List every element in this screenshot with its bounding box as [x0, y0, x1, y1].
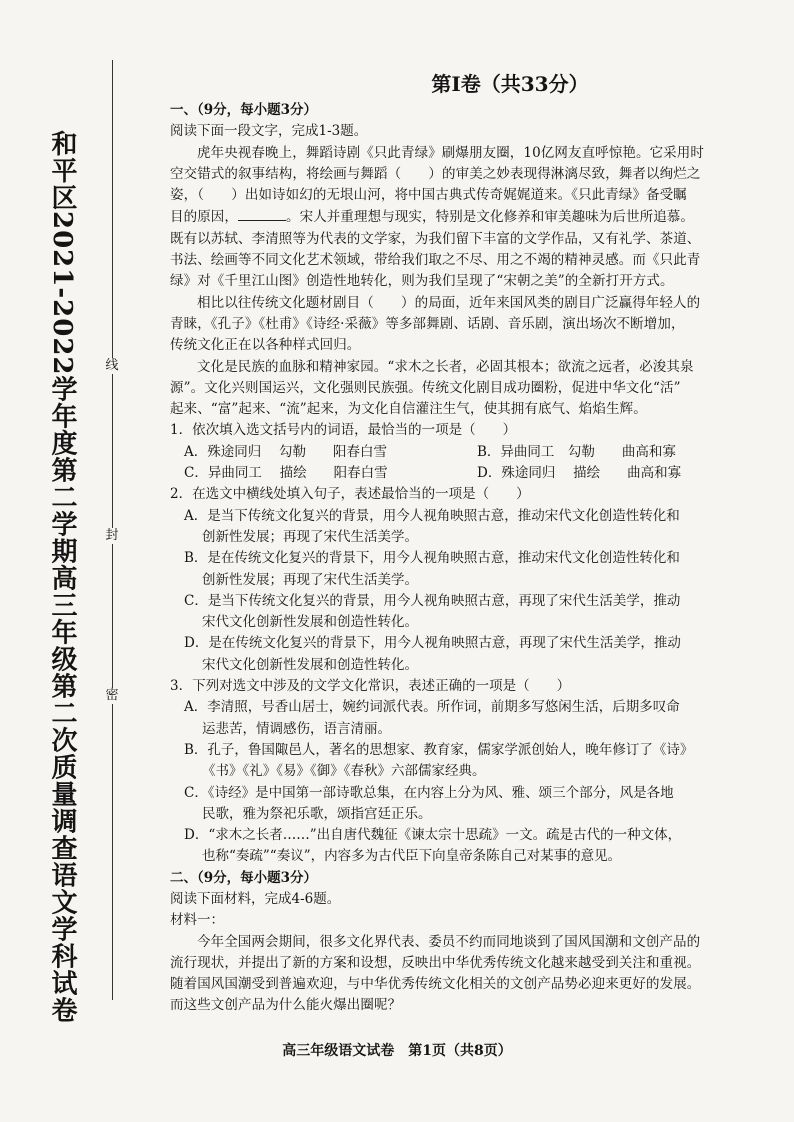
page-content [170, 70, 770, 1017]
question-1-option-c: C．异曲同工 描绘 阳春白雪 [184, 465, 388, 482]
question-3-option-d: D．“求木之长者……”出自唐代魏征《谏太宗十思疏》一文。疏是古代的一种文体， [184, 827, 682, 844]
section-2-instruction: 阅读下面材料，完成4-6题。 [170, 890, 341, 907]
question-3-option-b-cont: 《书》《礼》《易》《御》《春秋》六部儒家经典。 [202, 763, 486, 780]
question-3-stem: 3．下列对选文中涉及的文学文化常识，表述正确的一项是（ ） [170, 678, 571, 695]
material-label: 材料一： [170, 912, 224, 929]
cut-mark-seal: 封 [105, 528, 119, 543]
question-2-option-d-cont: 宋代文化创新性发展和创造性转化。 [202, 656, 418, 673]
passage-line: 书法、绘画等不同文化艺术领域，带给我们取之不尽、用之不竭的精神灵感。而《只此青 [170, 252, 701, 269]
material-line: 随着国风国潮受到普遍欢迎，与中华优秀传统文化相关的文创产品势必迎来更好的发展。 [170, 976, 701, 993]
question-2-stem: 2．在选文中横线处填入句子，表述最恰当的一项是（ ） [170, 486, 530, 503]
passage-line: 绿》对《千里江山图》创造性地转化，则为我们呈现了“宋朝之美”的全新打开方式。 [170, 273, 674, 290]
passage-line: 虎年央视春晚上，舞蹈诗剧《只此青绿》刷爆朋友圈，10亿网友直呼惊艳。它采用时 [197, 144, 704, 161]
material-passage [170, 932, 770, 1017]
question-2-option-a: A．是当下传统文化复兴的背景，用今人视角映照古意，推动宋代文化创造性转化和 [184, 507, 680, 524]
passage-line: 既有以苏轼、李清照等为代表的文学家，为我们留下丰富的文学作品，又有礼学、茶道、 [170, 230, 701, 247]
binding-margin [42, 60, 120, 1024]
question-2-option-a-cont: 创新性发展；再现了宋代生活美学。 [202, 528, 418, 545]
passage-line: 源”。文化兴则国运兴，文化强则民族强。传统文化剧目成功圈粉，促进中华文化“活” [170, 379, 681, 396]
passage-line: 目的原因， [170, 209, 238, 226]
question-1-options-row [170, 463, 770, 484]
question-2-option-c: C．是当下传统文化复兴的背景，用今人视角映照古意，再现了宋代生活美学，推动 [184, 592, 681, 609]
passage-line: 空交错式的叙事结构，将绘画与舞蹈（ ）的审美之妙表现得淋漓尽致，舞者以绚烂之 [170, 165, 701, 182]
question-3-option-a: A．李清照，号香山居士，婉约词派代表。所作词，前期多写悠闲生活，后期多叹命 [184, 699, 680, 716]
material-line: 而这些文创产品为什么能火爆出圈呢？ [170, 997, 402, 1014]
question-3-option-c-cont: 民歌，雅为祭祀乐歌，颂指宫廷正乐。 [202, 805, 432, 822]
question-1-option-b: B．异曲同工 勾勒 曲高和寡 [477, 443, 676, 460]
paper-title: 第Ⅰ卷（共33分） [431, 72, 589, 96]
cut-mark-line: 线 [105, 358, 119, 373]
section-1-heading: 一、（9分，每小题3分） [170, 102, 318, 118]
passage-line: 相比以往传统文化题材剧目（ ）的局面，近年来国风类的剧目广泛赢得年轻人的 [197, 294, 701, 311]
passage-line: 起来、“富”起来、“流”起来，为文化自信灌注生气，使其拥有底气、焰焰生辉。 [170, 401, 647, 418]
page-footer: 高三年级语文试卷 第1页（共8页） [282, 1043, 512, 1059]
passage-line: 文化是民族的血脉和精神家园。“求木之长者，必固其根本；欲流之远者，必浚其泉 [197, 358, 694, 375]
passage-line: 姿，（ ）出如诗如幻的无垠山河，将中国古典式传奇娓娓道来。《只此青绿》备受瞩 [170, 187, 687, 204]
question-1-option-d: D．殊途同归 描绘 曲高和寡 [477, 465, 682, 482]
exam-title-vertical: 和平区2021-2022学年度第二学期高三年级第二次质量调查语文学科试卷 [47, 130, 77, 1024]
question-2-option-d: D．是在传统文化复兴的背景下，用今人视角映照古意，再现了宋代生活美学，推动 [184, 635, 681, 652]
reading-passage [170, 143, 770, 421]
passage-line-with-blank [170, 206, 770, 228]
question-3-option-d-cont: 也称“奏疏”“奏议”，内容多为古代臣下向皇帝条陈自己对某事的意见。 [202, 848, 622, 865]
question-3-option-b: B．孔子，鲁国陬邑人，著名的思想家、教育家，儒家学派创始人，晚年修订了《诗》 [184, 741, 694, 758]
question-3-option-a-cont: 运悲苦，情调感伤，语言清丽。 [202, 720, 391, 737]
question-3-option-c: C．《诗经》是中国第一部诗歌总集，在内容上分为风、雅、颂三个部分，风是各地 [184, 784, 674, 801]
section-1-instruction: 阅读下面一段文字，完成1-3题。 [170, 123, 368, 140]
cut-mark-secret: 密 [105, 688, 119, 703]
question-2-option-b: B．是在传统文化复兴的背景下，用今人视角映照古意，推动宋代文化创造性转化和 [184, 550, 680, 567]
question-2-option-b-cont: 创新性发展；再现了宋代生活美学。 [202, 571, 418, 588]
passage-line: 青睐，《孔子》《杜甫》《诗经·采薇》等多部舞剧、话剧、音乐剧，演出场次不断增加， [170, 315, 685, 332]
material-line: 流行现状，并提出了新的方案和设想，反映出中华优秀传统文化越来越受到关注和重视。 [170, 954, 701, 971]
passage-line: 。宋人并重理想与现实，特别是文化修养和审美趣味为后世所追慕。 [286, 209, 694, 226]
question-1-option-a: A．殊途同归 勾勒 阳春白雪 [184, 443, 388, 460]
question-1-options-row [170, 442, 770, 463]
material-line: 今年全国两会期间，很多文化界代表、委员不约而同地谈到了国风国潮和文创产品的 [197, 933, 701, 950]
fill-blank [238, 206, 286, 221]
passage-line: 传统文化正在以各种样式回归。 [170, 337, 361, 354]
question-2-option-c-cont: 宋代文化创新性发展和创造性转化。 [202, 614, 418, 631]
question-1-stem: 1．依次填入选文括号内的词语，最恰当的一项是（ ） [170, 422, 517, 439]
section-2-heading: 二、（9分，每小题3分） [170, 869, 318, 886]
